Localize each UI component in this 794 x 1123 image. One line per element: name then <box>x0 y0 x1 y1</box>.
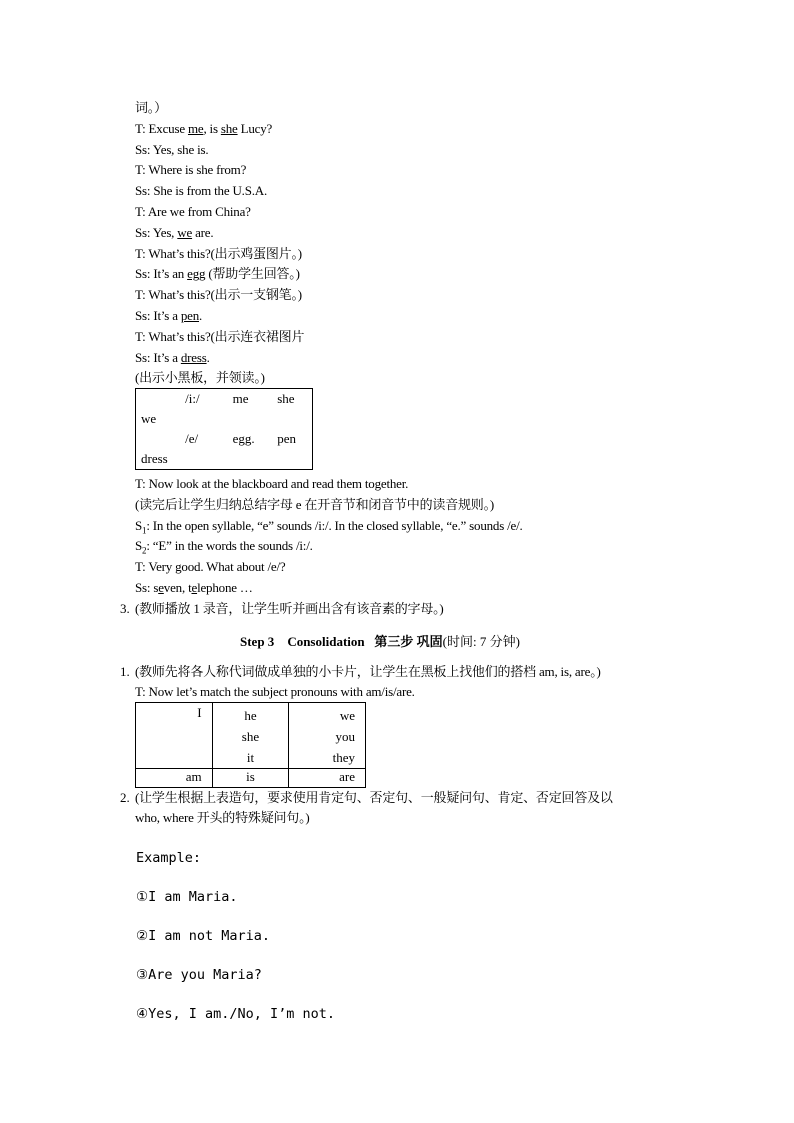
example-label: Example: <box>136 850 202 866</box>
table-row <box>136 449 313 470</box>
dialogue-line <box>135 308 202 324</box>
text-segment: . <box>199 308 203 323</box>
dialogue-line: T: What’s this?(出示连衣裙图片 <box>135 329 305 344</box>
dialogue-line <box>135 350 210 366</box>
list-number: 3. <box>120 601 130 616</box>
list-number: 1. <box>120 664 130 679</box>
dialogue-line: T: What’s this?(出示一支钢笔。) <box>135 287 302 302</box>
text-segment: Ss: Yes, <box>135 225 178 240</box>
example-sentence: ④Yes, I am./No, I’m not. <box>136 1006 336 1022</box>
speaker-subscript: 2 <box>142 545 147 556</box>
instruction-line: (让学生根据上表造句，要求使用肯定句、否定句、一般疑问句、肯定、否定回答及以 <box>135 790 613 805</box>
speaker-subscript: 1 <box>142 525 147 536</box>
table-cell: I <box>136 703 213 769</box>
underlined-letter: e <box>191 580 198 595</box>
dialogue-line <box>135 266 300 282</box>
text-segment: Ss: s <box>135 580 159 595</box>
text-segment: Ss: It’s an <box>135 266 188 281</box>
instruction-line: (出示小黑板，并领读。) <box>135 370 265 385</box>
instruction-line: (读完后让学生归纳总结字母 e 在开音节和闭音节中的读音规则。) <box>135 497 495 512</box>
pronoun: you <box>335 729 355 744</box>
dialogue-line: T: Now look at the blackboard and read them together. <box>135 476 409 491</box>
text-segment: : “E” in the words the sounds /i:/. <box>146 538 313 553</box>
pronoun: it <box>246 750 255 765</box>
example-sentence: ③Are you Maria? <box>136 967 262 983</box>
dialogue-line: T: Now let’s match the subject pronouns with am/is/are. <box>135 684 415 699</box>
table-row <box>136 703 366 769</box>
dialogue-line <box>135 121 272 137</box>
dialogue-line: T: Are we from China? <box>135 204 251 219</box>
table-cell <box>136 429 186 449</box>
step-name-cn: 第三步 巩固 <box>374 634 443 649</box>
text-segment: lephone … <box>197 580 253 595</box>
dialogue-line <box>135 538 313 559</box>
table-cell: /e/ <box>185 431 199 446</box>
table-cell <box>212 703 289 769</box>
step-time: (时间: 7 分钟) <box>442 634 520 649</box>
dialogue-line: Ss: Yes, she is. <box>135 142 209 157</box>
instruction-line: who, where 开头的特殊疑问句。) <box>135 810 310 825</box>
underlined-word: dress <box>180 350 207 365</box>
table-row <box>136 409 313 429</box>
table-cell: me <box>232 391 249 406</box>
phonetic-table <box>135 388 313 470</box>
underlined-word: me <box>187 121 204 136</box>
underlined-letter: e <box>158 580 164 595</box>
table-cell: she <box>277 391 295 406</box>
table-cell <box>136 389 186 410</box>
table-cell: dress <box>141 451 168 466</box>
text-line: 词。） <box>135 100 167 115</box>
table-cell: am <box>136 769 213 788</box>
text-segment: are. <box>192 225 214 240</box>
table-cell: are <box>289 769 366 788</box>
table-row <box>136 389 313 410</box>
text-segment: Ss: It’s a <box>135 308 181 323</box>
text-segment: Ss: It’s a <box>135 350 181 365</box>
instruction-line: (教师先将各人称代词做成单独的小卡片，让学生在黑板上找他们的搭档 am, is, are。) <box>135 664 601 679</box>
pronoun: she <box>241 729 260 744</box>
table-cell <box>289 703 366 769</box>
table-cell: pen <box>277 431 297 446</box>
table-row <box>136 429 313 449</box>
pronoun: they <box>332 750 355 765</box>
text-segment: : In the open syllable, “e” sounds /i:/. In the closed syllable, “e.” sounds /e/. <box>146 518 523 533</box>
underlined-word: egg <box>187 266 206 281</box>
table-cell: egg. <box>232 431 255 446</box>
step-name: Consolidation <box>287 634 365 649</box>
table-cell: is <box>212 769 289 788</box>
dialogue-line <box>135 580 253 596</box>
example-sentence: ①I am Maria. <box>136 889 238 905</box>
speaker-label: S <box>135 538 143 553</box>
step-label: Step 3 <box>240 634 275 649</box>
pronoun: we <box>339 708 355 723</box>
table-row <box>136 769 366 788</box>
pronoun-table <box>135 702 366 788</box>
table-cell: we <box>141 411 157 426</box>
text-segment: Lucy? <box>237 121 273 136</box>
text-segment: (帮助学生回答。) <box>205 266 300 281</box>
dialogue-line <box>135 518 523 539</box>
dialogue-line <box>135 225 213 241</box>
dialogue-line: Ss: She is from the U.S.A. <box>135 183 268 198</box>
dialogue-line: T: What’s this?(出示鸡蛋图片。) <box>135 246 302 261</box>
section-heading <box>240 631 520 650</box>
text-segment: T: Excuse <box>135 121 188 136</box>
underlined-word: pen <box>180 308 200 323</box>
underlined-word: we <box>177 225 193 240</box>
text-segment: ven, t <box>163 580 192 595</box>
underlined-word: she <box>220 121 238 136</box>
instruction-line: (教师播放 1 录音，让学生听并画出含有该音素的字母。) <box>135 601 444 616</box>
pronoun: he <box>244 708 257 723</box>
dialogue-line: T: Where is she from? <box>135 162 247 177</box>
speaker-label: S <box>135 518 143 533</box>
text-segment: , is <box>203 121 221 136</box>
example-sentence: ②I am not Maria. <box>136 928 271 944</box>
list-number: 2. <box>120 790 130 805</box>
text-segment: . <box>206 350 210 365</box>
table-cell: /i:/ <box>185 391 200 406</box>
dialogue-line: T: Very good. What about /e/? <box>135 559 286 574</box>
